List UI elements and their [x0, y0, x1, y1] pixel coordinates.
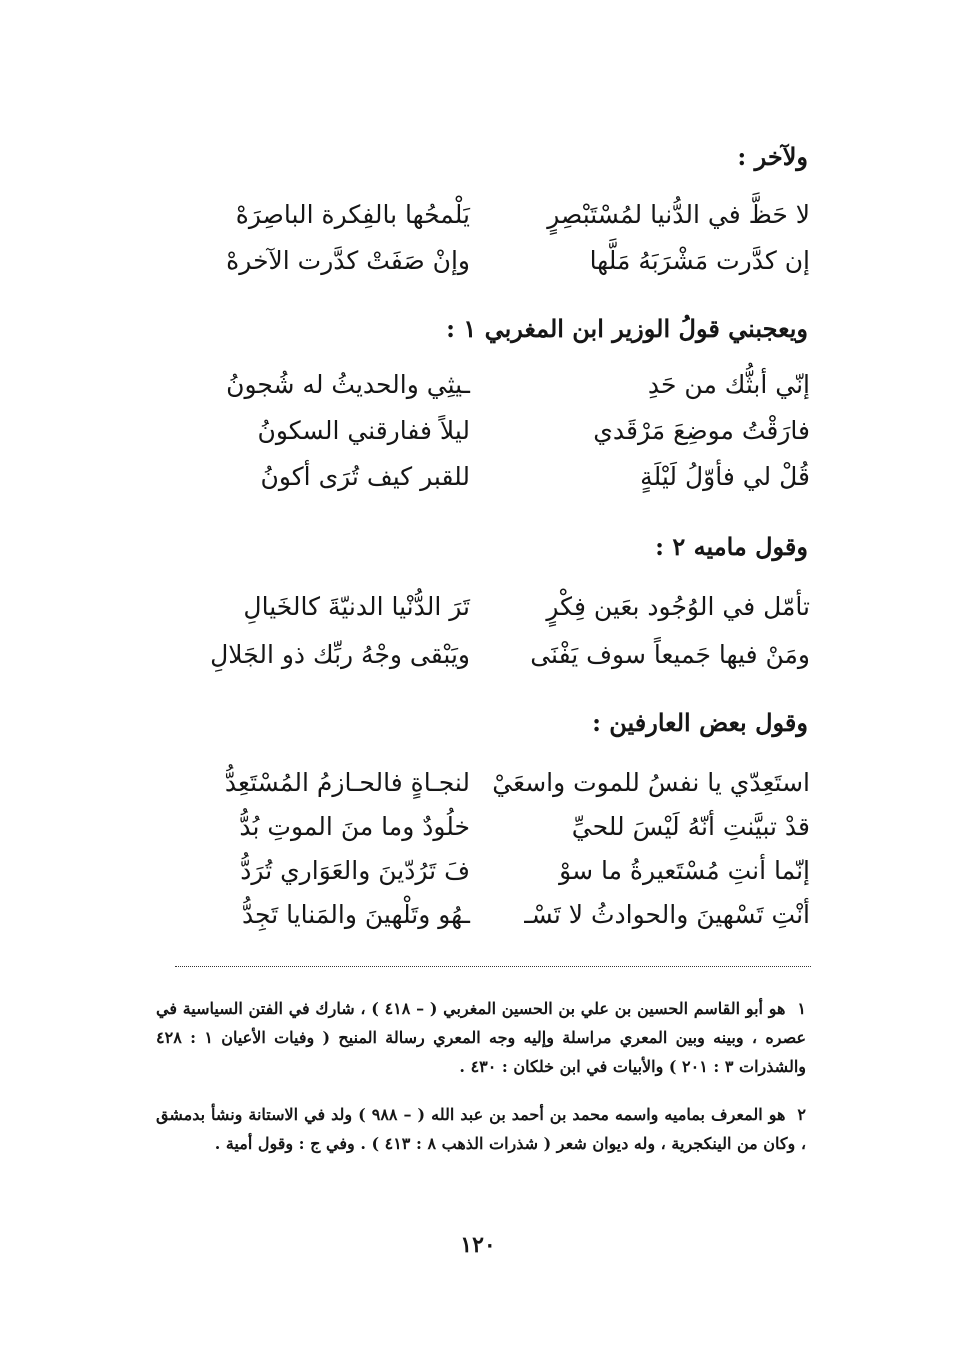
verse-second-hemistich: تَرَ الدُّنْيا الدنيّةَ كالخَيالِ: [243, 592, 470, 621]
verse-line: [150, 370, 810, 416]
verse-first-hemistich: إن كدَّرت مَشْرَبَهُ مَلَّها: [589, 246, 810, 275]
verse-first-hemistich: ومَنْ فيها جَميعاً سوف يَفْنَى: [530, 640, 810, 669]
verse-line: [150, 768, 810, 814]
verse-second-hemistich: ـيثِي والحديثُ له شُجونُ: [226, 370, 470, 399]
verse-first-hemistich: أنْتِ تَسْهينَ والحوادثُ لا تَسْـ: [524, 900, 810, 929]
verse-first-hemistich: استَعِدّي يا نفسُ للموت واسعَيْ: [492, 768, 810, 797]
verse-line: [150, 856, 810, 902]
verse-second-hemistich: ليلاً ففارقني السكونُ: [257, 416, 470, 445]
verse-first-hemistich: إنّي أبثُّك من حَدِ: [647, 370, 810, 399]
verse-line: [150, 812, 810, 858]
verse-second-hemistich: ـهُو وتَلْهينَ والمَنايا تَجِدُّ: [241, 900, 470, 929]
section-intro: وقول بعض العارفين :: [592, 708, 808, 737]
verse-line: [150, 900, 810, 946]
footnote-text: هو المعرف بماميه واسمه محمد بن أحمد بن عبد الله ( – ٩٨٨ ) ولد في الاستانة ونشأ بدمشق ، وكان من الينكجرية ، وله ديوان شعر ( شذرات الذهب ٨ : ٤١٣ ) . وفي ج : وقول أمية .: [156, 1105, 806, 1153]
footnote-separator: [175, 966, 811, 967]
verse-first-hemistich: لا حَظَّ في الدُّنيا لمُسْتَبْصِرٍ: [547, 200, 810, 229]
verse-first-hemistich: قُلْ لي فأوّلُ لَيْلَةٍ: [640, 462, 810, 491]
verse-line: [150, 592, 810, 638]
verse-second-hemistich: ويَبْقى وجْهُ ربِّك ذو الجَلالِ: [210, 640, 470, 669]
section-intro: ولآخر :: [737, 142, 808, 171]
footnote-number: ٢: [797, 1105, 806, 1124]
footnote-number: ١: [797, 999, 807, 1018]
verse-second-hemistich: فَ تَرُدّينَ والعَوَاري تُرَدُّ: [240, 856, 470, 885]
verse-first-hemistich: فارَقْتُ موضِعَ مَرْقَدي: [593, 416, 810, 445]
verse-first-hemistich: تأمّل في الوُجُود بعَين فِكْرٍ: [546, 592, 810, 621]
section-intro: وقول ماميه ٢ :: [655, 532, 808, 561]
verse-second-hemistich: وإنْ صَفَتْ كدَّرت الآخرهْ: [226, 246, 470, 275]
section-intro: ويعجبني قولُ الوزير ابن المغربي ١ :: [446, 314, 808, 343]
footnote-text: هو أبو القاسم الحسين بن علي بن الحسين المغربي ( – ٤١٨ ) ، شارك في الفتن السياسية في عصره ، وبينه وبين المعري مراسلة وإليه وجه المعري رسالة المنيح ( وفيات الأعيان ١ : ٤٢٨ والشذرات ٣ : ٢٠١ ) والأبيات في ابن خلكان : ٤٣٠ .: [156, 999, 807, 1076]
footnote: [156, 1100, 806, 1158]
verse-line: [150, 416, 810, 462]
verse-line: [150, 200, 810, 246]
verse-second-hemistich: خلُودٌ وما منَ الموتِ بُدُّ: [239, 812, 470, 841]
verse-second-hemistich: يَلْمحُها بالفِكرة الباصِرَهْ: [235, 200, 470, 229]
verse-second-hemistich: للقبر كيف تُرَى أكونُ: [260, 462, 470, 491]
verse-line: [150, 640, 810, 686]
page-number: ١٢٠: [460, 1232, 496, 1258]
verse-line: [150, 462, 810, 508]
footnote: [156, 994, 806, 1081]
verse-line: [150, 246, 810, 292]
verse-first-hemistich: قدْ تبيَّنتِ أنّهُ لَيْسَ للحيِّ: [571, 812, 810, 841]
verse-first-hemistich: إنّما أنتِ مُسْتَعيرةُ ما سوْ: [559, 856, 810, 885]
verse-second-hemistich: لنجـاةٍ فالحـازمُ المُسْتَعِدُّ: [224, 768, 470, 797]
